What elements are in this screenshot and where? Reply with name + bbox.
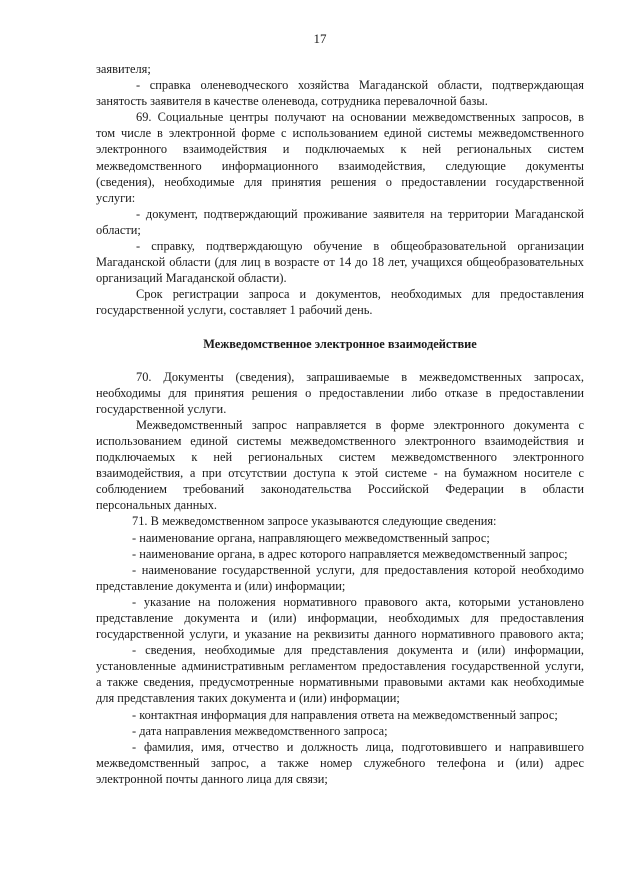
text-line: 71. В межведомственном запросе указываются следующие сведения: — [132, 514, 497, 529]
section-interagency-request — [96, 369, 584, 787]
text-line: Срок регистрации запроса и документов, необходимых для предоставления — [136, 287, 584, 302]
text-line: представление документа и (или) информации; — [96, 578, 346, 593]
text-line: электронной почты данного лица для связи; — [96, 771, 328, 786]
text-line: подключаемых к ней региональных систем межведомственного электронного — [96, 450, 584, 465]
text-line: государственной услуги. — [96, 401, 227, 416]
text-line: занятость заявителя в качестве оленевода, сотрудника перевалочной базы. — [96, 94, 488, 109]
text-line: представление документа и (или) информации, необходимых для предоставления — [96, 611, 584, 625]
text-line: - документ, подтверждающий проживание заявителя на территории Магаданской — [136, 206, 584, 221]
text-line: - наименование органа, направляющего межведомственный запрос; — [132, 530, 490, 545]
text-line: организаций Магаданской области). — [96, 271, 287, 286]
section-documents-received — [96, 61, 584, 319]
text-line: установленные административным регламентом предоставления государственной услуги, — [96, 659, 584, 674]
page-number: 17 — [313, 31, 327, 46]
text-line: - сведения, необходимые для представления документа и (или) информации, — [132, 643, 584, 658]
text-line: том числе в электронной форме с использованием единой системы межведомственного — [96, 126, 584, 141]
text-line: - справку, подтверждающую обучение в общеобразовательной организации — [136, 239, 584, 254]
text-line: соблюдением требований законодательства Российской Федерации в области — [96, 482, 584, 497]
text-line: персональных данных. — [96, 498, 218, 513]
text-line: а также сведения, предусмотренные нормативными правовыми актами как необходимые — [96, 675, 584, 690]
text-line: 70. Документы (сведения), запрашиваемые в межведомственных запросах, — [136, 369, 584, 384]
document-body — [96, 61, 584, 787]
text-line: - наименование органа, в адрес которого направляется межведомственный запрос; — [132, 546, 568, 561]
text-line: межведомственный запрос, а также номер служебного телефона и (или) адрес — [96, 755, 584, 770]
text-line: - контактная информация для направления ответа на межведомственный запрос; — [132, 707, 558, 722]
section-heading: Межведомственное электронное взаимодействие — [203, 336, 477, 351]
text-line: - указание на положения нормативного правового акта, которыми установлено — [132, 594, 584, 609]
text-line: (сведения), необходимые для принятия решения о предоставлении государственной — [96, 174, 584, 189]
text-line: необходимы для принятия решения о предоставлении либо отказе в предоставлении — [96, 385, 584, 400]
text-line: области; — [96, 222, 141, 237]
text-line: - дата направления межведомственного запроса; — [132, 723, 388, 738]
text-line: - наименование государственной услуги, для предоставления которой необходимо — [132, 562, 584, 577]
text-line: заявителя; — [96, 62, 151, 76]
text-line: государственной услуги, и указание на реквизиты данного нормативного правового акта; — [96, 627, 584, 642]
text-line: государственной услуги, составляет 1 рабочий день. — [96, 303, 373, 318]
spacer — [96, 352, 584, 369]
text-line: Межведомственный запрос направляется в форме электронного документа с — [136, 417, 584, 432]
text-line: Магаданской области (для лиц в возрасте от 14 до 18 лет, учащихся общеобразовательных — [96, 255, 584, 270]
text-line: - фамилия, имя, отчество и должность лица, подготовившего и направившего — [132, 739, 584, 754]
text-line: межведомственного информационного взаимодействия, следующие документы — [96, 158, 584, 173]
text-line: электронного взаимодействия и подключаемых к ней региональных систем — [96, 142, 584, 157]
text-line: - справка оленеводческого хозяйства Магаданской области, подтверждающая — [136, 78, 584, 93]
text-line: взаимодействия, а при отсутствии доступа к этой системе - на бумажном носителе с — [96, 466, 584, 481]
text-line: 69. Социальные центры получают на основании межведомственных запросов, в — [136, 110, 584, 125]
spacer — [96, 319, 584, 336]
text-line: использованием единой системы межведомственного электронного взаимодействия и — [96, 433, 584, 448]
text-line: для представления таких документа и (или) информации; — [96, 691, 400, 706]
text-line: услуги: — [96, 190, 136, 205]
